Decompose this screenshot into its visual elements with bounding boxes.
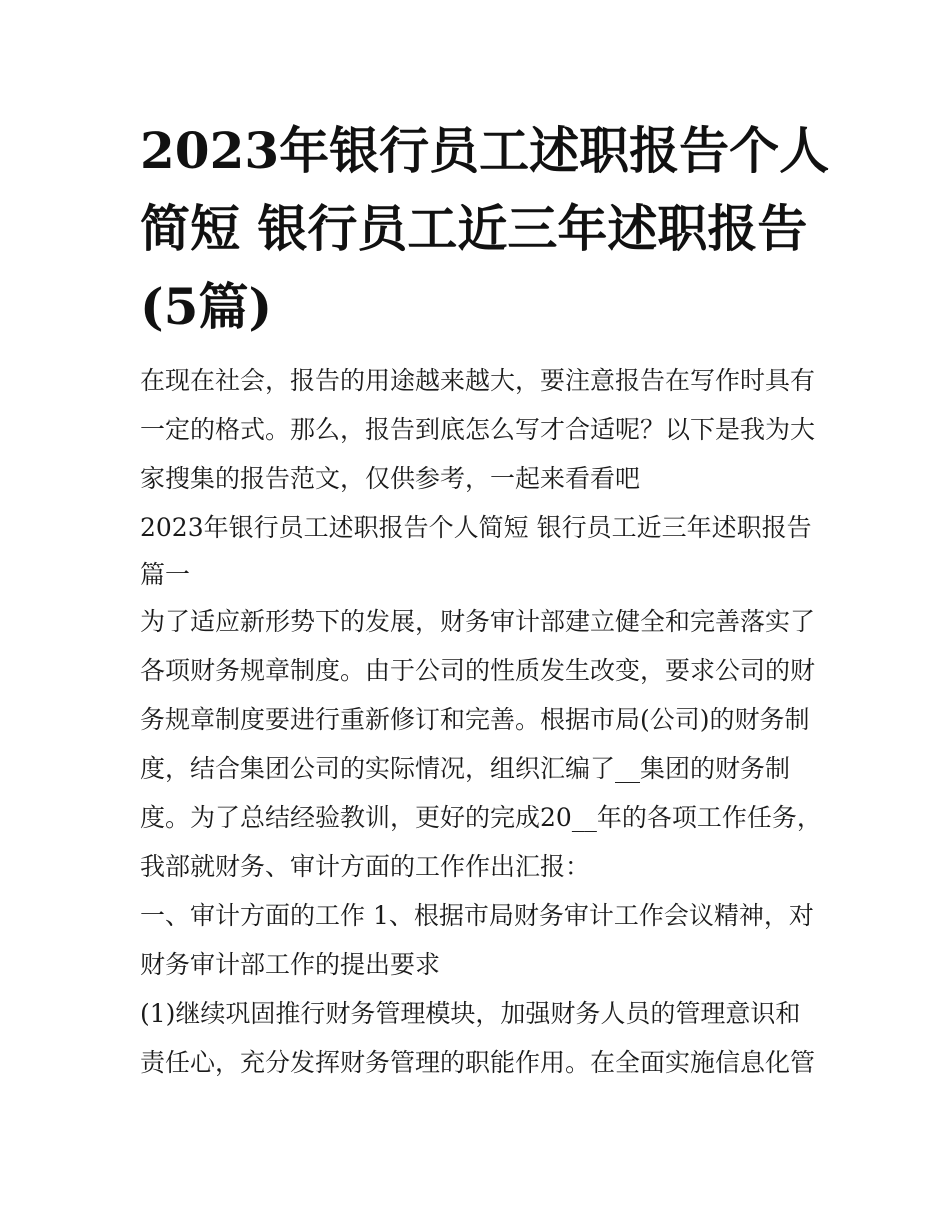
paragraph-line: (1)继续巩固推行财务管理模块，加强财务人员的管理意识和 (140, 999, 801, 1028)
paragraph-line: 务规章制度要进行重新修订和完善。根据市局(公司)的财务制 (140, 705, 810, 734)
paragraph-line: 为了适应新形势下的发展，财务审计部建立健全和完善落实了 (140, 607, 816, 636)
title-line: (5篇) (140, 277, 273, 336)
intro-paragraph-line: 一定的格式。那么，报告到底怎么写才合适呢？以下是我为大 (140, 415, 816, 444)
section-heading-line: 2023年银行员工述职报告个人简短 银行员工近三年述职报告 (140, 513, 812, 542)
document-body (140, 356, 820, 1087)
intro-paragraph-line: 家搜集的报告范文，仅供参考，一起来看看吧 (140, 464, 641, 493)
title-line: 简短 银行员工近三年述职报告 (140, 199, 808, 258)
paragraph-line: 度，结合集团公司的实际情况，组织汇编了__集团的财务制 (140, 754, 791, 783)
title-line: 2023年银行员工述职报告个人 (140, 121, 830, 180)
paragraph-line: 度。为了总结经验教训，更好的完成20__年的各项工作任务， (140, 803, 822, 832)
section-heading-line: 篇一 (140, 560, 191, 589)
paragraph-line: 各项财务规章制度。由于公司的性质发生改变，要求公司的财 (140, 656, 816, 685)
intro-paragraph-line: 在现在社会，报告的用途越来越大，要注意报告在写作时具有 (140, 366, 816, 395)
paragraph-line: 责任心，充分发挥财务管理的职能作用。在全面实施信息化管 (140, 1048, 816, 1077)
document-title (140, 112, 830, 346)
paragraph-line: 一、审计方面的工作 1、根据市局财务审计工作会议精神，对 (140, 901, 814, 930)
paragraph-line: 我部就财务、审计方面的工作作出汇报： (140, 852, 591, 881)
paragraph-line: 财务审计部工作的提出要求 (140, 950, 441, 979)
